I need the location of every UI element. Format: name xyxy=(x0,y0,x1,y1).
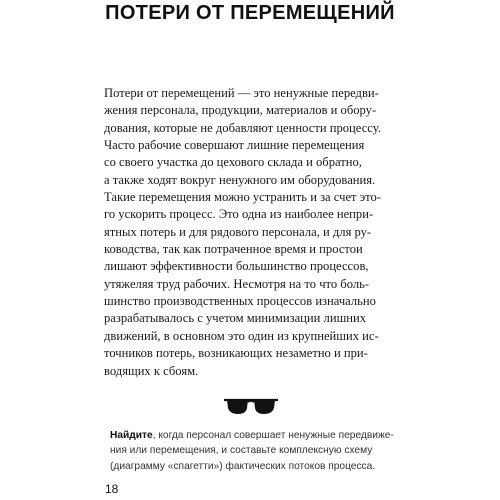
paragraph-line: со своего участка до цехового склада и обратно, xyxy=(104,155,362,170)
paragraph-line: жения персонала, продукции, материалов и обору- xyxy=(104,103,377,118)
paragraph-line: Такие перемещения можно устранить и за счет это- xyxy=(104,190,381,205)
paragraph-line: ятных потерь и для рядового персонала, и для ру- xyxy=(104,224,372,239)
tip-keyword: Найдите xyxy=(110,430,153,441)
paragraph-line: Потери от перемещений — это ненужные передви- xyxy=(104,86,379,100)
paragraph-line: разрабатывалось с учетом минимизации лишних xyxy=(104,311,367,326)
paragraph-line: ководства, так как потраченное время и простои xyxy=(104,242,363,257)
paragraph-line: шинство производственных процессов изначально xyxy=(104,294,376,309)
tip-line: (диаграмму «спагетти») фактических потоков процесса. xyxy=(110,460,376,472)
glasses-icon xyxy=(223,396,279,418)
paragraph-line: движений, в основном это один из крупнейших ис- xyxy=(104,328,379,343)
paragraph-line: точников потерь, возникающих незаметно и при- xyxy=(104,346,368,361)
paragraph-line: лишают эффективности большинство процессов, xyxy=(104,259,369,274)
paragraph-line: утяжеляя труд рабочих. Несмотря на то что боль- xyxy=(104,276,370,291)
main-paragraph xyxy=(104,85,394,380)
tip-line xyxy=(110,428,400,443)
tip-box xyxy=(110,428,400,474)
tip-text: , когда персонал совершает ненужные передвиже- xyxy=(152,430,394,441)
paragraph-line: Часто рабочие совершают лишние перемещения xyxy=(104,138,365,153)
paragraph-line: водящих к сбоям. xyxy=(104,363,199,378)
paragraph-line: го ускорить процесс. Это одна из наиболее непри- xyxy=(104,207,374,222)
tip-line: ния или перемещения, и составьте комплексную схему xyxy=(110,445,373,457)
page-title: ПОТЕРИ ОТ ПЕРЕМЕЩЕНИЙ xyxy=(105,2,395,24)
page-number: 18 xyxy=(105,482,119,496)
paragraph-line: дования, которые не добавляют ценности процессу. xyxy=(104,120,381,135)
paragraph-line: а также ходят вокруг ненужного им оборудования. xyxy=(104,172,376,187)
